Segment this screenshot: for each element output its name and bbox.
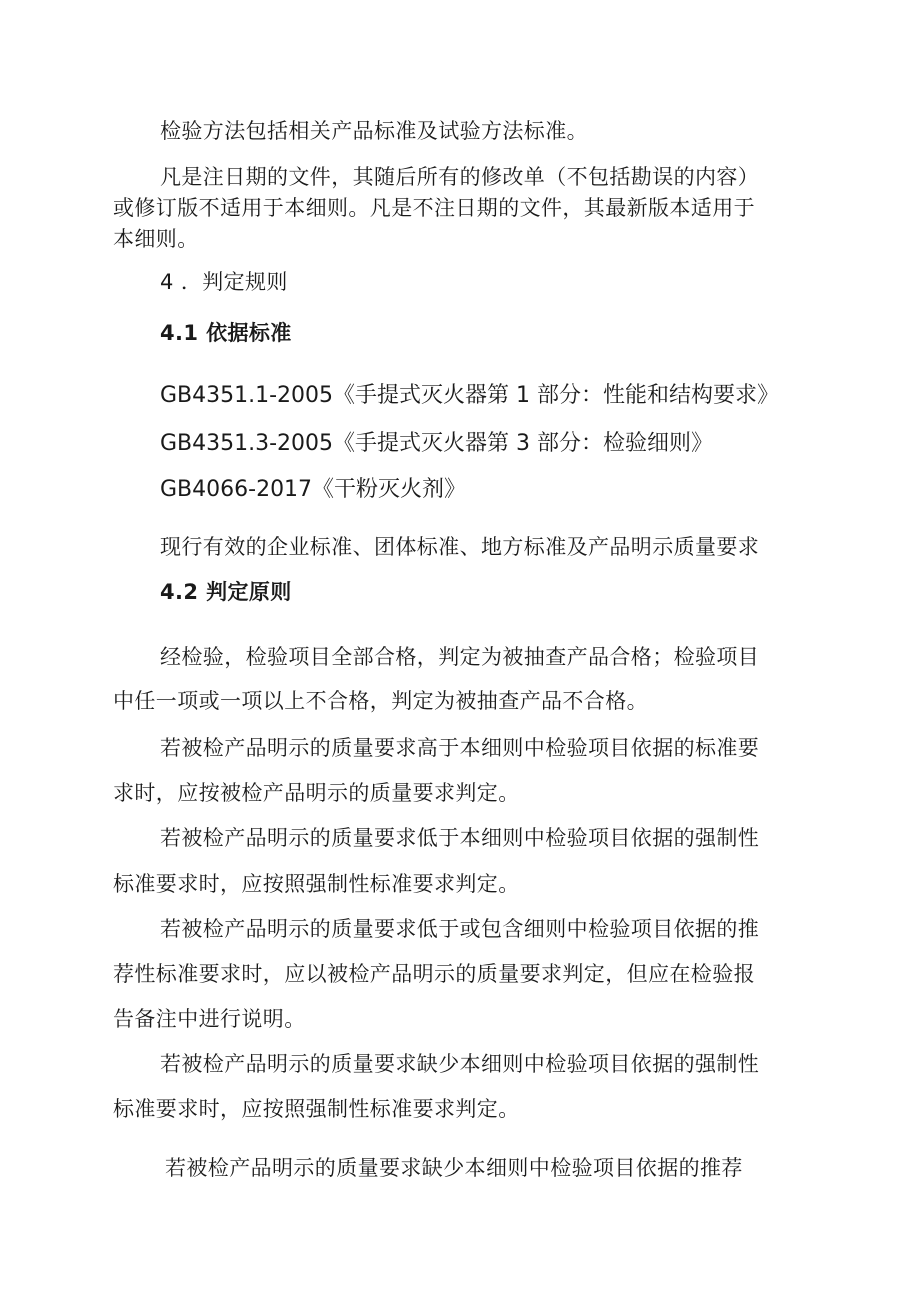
text-line: 告备注中进行说明。 bbox=[113, 1007, 306, 1031]
text-line: 若被检产品明示的质量要求缺少本细则中检验项目依据的强制性 bbox=[160, 1052, 760, 1076]
section-heading: 4 ．判定规则 bbox=[160, 270, 288, 294]
text-line: 本细则。 bbox=[113, 227, 199, 251]
section-heading: 4.2 判定原则 bbox=[160, 580, 292, 604]
text-line: 若被检产品明示的质量要求高于本细则中检验项目依据的标准要 bbox=[160, 736, 760, 760]
standard-reference: GB4351.1-2005《手提式灭火器第 1 部分：性能和结构要求》 bbox=[160, 383, 780, 408]
text-line: 检验方法包括相关产品标准及试验方法标准。 bbox=[160, 119, 588, 143]
text-line: 求时，应按被检产品明示的质量要求判定。 bbox=[113, 781, 520, 805]
text-line: 凡是注日期的文件，其随后所有的修改单（不包括勘误的内容） bbox=[160, 165, 760, 189]
text-line: 若被检产品明示的质量要求缺少本细则中检验项目依据的推荐 bbox=[165, 1156, 743, 1180]
text-line: 中任一项或一项以上不合格，判定为被抽查产品不合格。 bbox=[113, 689, 648, 713]
text-line: 经检验，检验项目全部合格，判定为被抽查产品合格；检验项目 bbox=[160, 645, 760, 669]
text-line: 若被检产品明示的质量要求低于本细则中检验项目依据的强制性 bbox=[160, 826, 760, 850]
text-line: 若被检产品明示的质量要求低于或包含细则中检验项目依据的推 bbox=[160, 917, 760, 941]
standard-reference: GB4066-2017《干粉灭火剂》 bbox=[160, 477, 467, 502]
standard-reference: GB4351.3-2005《手提式灭火器第 3 部分：检验细则》 bbox=[160, 431, 714, 456]
text-line: 标准要求时，应按照强制性标准要求判定。 bbox=[113, 1097, 520, 1121]
section-heading: 4.1 依据标准 bbox=[160, 321, 292, 345]
text-line: 荐性标准要求时，应以被检产品明示的质量要求判定，但应在检验报 bbox=[113, 962, 755, 986]
text-line: 现行有效的企业标准、团体标准、地方标准及产品明示质量要求 bbox=[160, 535, 760, 559]
text-line: 或修订版不适用于本细则。凡是不注日期的文件，其最新版本适用于 bbox=[113, 196, 755, 220]
text-line: 标准要求时，应按照强制性标准要求判定。 bbox=[113, 872, 520, 896]
